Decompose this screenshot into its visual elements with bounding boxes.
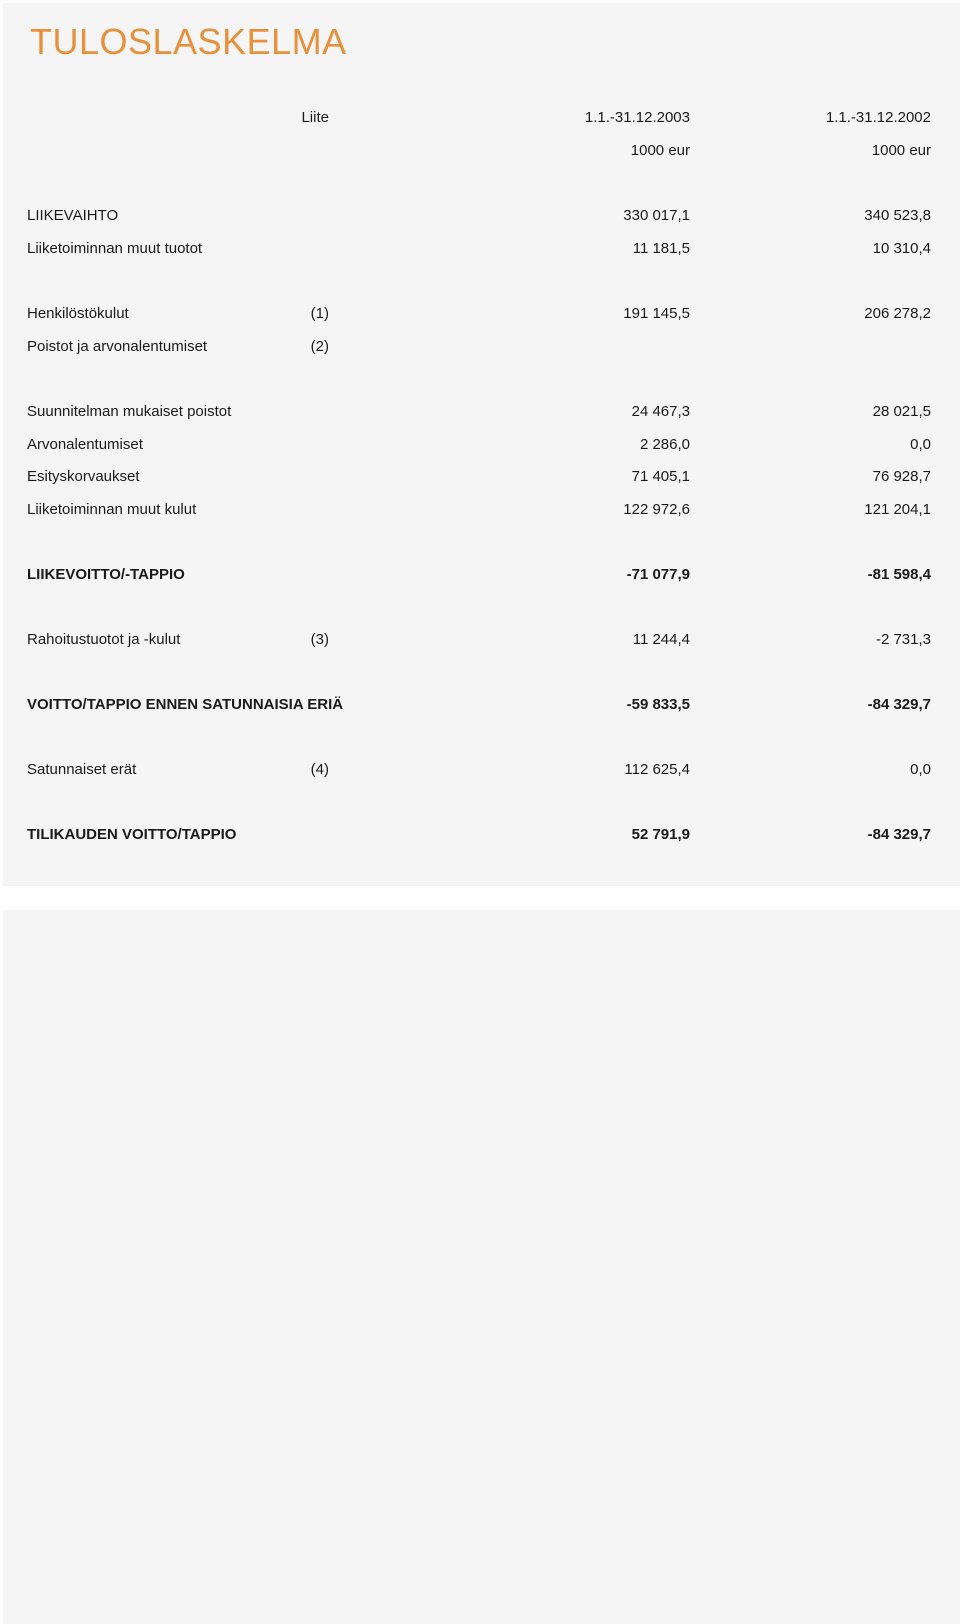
table-row bbox=[3, 302, 960, 326]
row-note: (4) bbox=[310, 761, 329, 778]
table-row bbox=[3, 204, 960, 228]
table-row bbox=[3, 237, 960, 261]
row-label: Esityskorvaukset bbox=[27, 468, 140, 485]
value-2002: -84 329,7 bbox=[867, 696, 931, 713]
row-label: VOITTO/TAPPIO ENNEN SATUNNAISIA ERIÄ bbox=[27, 696, 344, 713]
note-column-header: Liite bbox=[301, 109, 329, 126]
value-2003: -59 833,5 bbox=[626, 696, 690, 713]
table-row bbox=[3, 335, 960, 359]
row-label: LIIKEVAIHTO bbox=[27, 207, 119, 224]
row-label: LIIKEVOITTO/-TAPPIO bbox=[27, 566, 185, 583]
row-label: Arvonalentumiset bbox=[27, 436, 143, 453]
value-2003: 52 791,9 bbox=[631, 826, 690, 843]
value-2002: 340 523,8 bbox=[864, 207, 931, 224]
row-label: Liiketoiminnan muut tuotot bbox=[27, 240, 203, 257]
row-label: Rahoitustuotot ja -kulut bbox=[27, 631, 181, 648]
table-row bbox=[3, 465, 960, 489]
value-2002: 76 928,7 bbox=[872, 468, 931, 485]
value-2003: 112 625,4 bbox=[624, 761, 690, 778]
table-row bbox=[3, 628, 960, 652]
unit-2003-header: 1000 eur bbox=[630, 142, 690, 159]
value-2002: 0,0 bbox=[910, 761, 931, 778]
empty-panel bbox=[3, 910, 960, 1624]
value-2002: -2 731,3 bbox=[875, 631, 931, 648]
page-title: TULOSLASKELMA bbox=[30, 21, 347, 62]
row-note: (2) bbox=[310, 338, 329, 355]
table-row bbox=[3, 498, 960, 522]
value-2003: 191 145,5 bbox=[623, 305, 690, 322]
value-2002: -84 329,7 bbox=[867, 826, 931, 843]
row-label: Poistot ja arvonalentumiset bbox=[27, 338, 208, 355]
row-label: Satunnaiset erät bbox=[27, 761, 137, 778]
table-row bbox=[3, 433, 960, 457]
value-2002: 28 021,5 bbox=[872, 403, 931, 420]
table-row-operating-result bbox=[3, 563, 960, 587]
value-2003: 24 467,3 bbox=[631, 403, 690, 420]
table-row-result-before-extraordinary bbox=[3, 693, 960, 717]
unit-2002-header: 1000 eur bbox=[871, 142, 931, 159]
value-2003: 2 286,0 bbox=[639, 436, 690, 453]
value-2002: 121 204,1 bbox=[864, 501, 931, 518]
value-2003: 71 405,1 bbox=[631, 468, 690, 485]
period-2002-header: 1.1.-31.12.2002 bbox=[825, 109, 931, 126]
row-label: Henkilöstökulut bbox=[27, 305, 129, 322]
row-label: Suunnitelman mukaiset poistot bbox=[27, 403, 232, 420]
value-2002: 10 310,4 bbox=[872, 240, 931, 257]
row-note: (3) bbox=[310, 631, 329, 648]
value-2002: 0,0 bbox=[910, 436, 931, 453]
value-2003: 122 972,6 bbox=[623, 501, 690, 518]
table-row-net-result bbox=[3, 823, 960, 847]
column-header-units bbox=[3, 139, 960, 163]
value-2002: -81 598,4 bbox=[867, 566, 931, 583]
income-statement-panel bbox=[3, 3, 960, 886]
table-row bbox=[3, 758, 960, 782]
value-2003: 330 017,1 bbox=[623, 207, 690, 224]
column-header-periods bbox=[3, 106, 960, 130]
table-row bbox=[3, 400, 960, 424]
value-2003: 11 244,4 bbox=[632, 631, 690, 648]
value-2002: 206 278,2 bbox=[864, 305, 931, 322]
row-note: (1) bbox=[310, 305, 329, 322]
row-label: TILIKAUDEN VOITTO/TAPPIO bbox=[27, 826, 237, 843]
value-2003: -71 077,9 bbox=[626, 566, 690, 583]
value-2003: 11 181,5 bbox=[632, 240, 690, 257]
row-label: Liiketoiminnan muut kulut bbox=[27, 501, 197, 518]
period-2003-header: 1.1.-31.12.2003 bbox=[584, 109, 690, 126]
